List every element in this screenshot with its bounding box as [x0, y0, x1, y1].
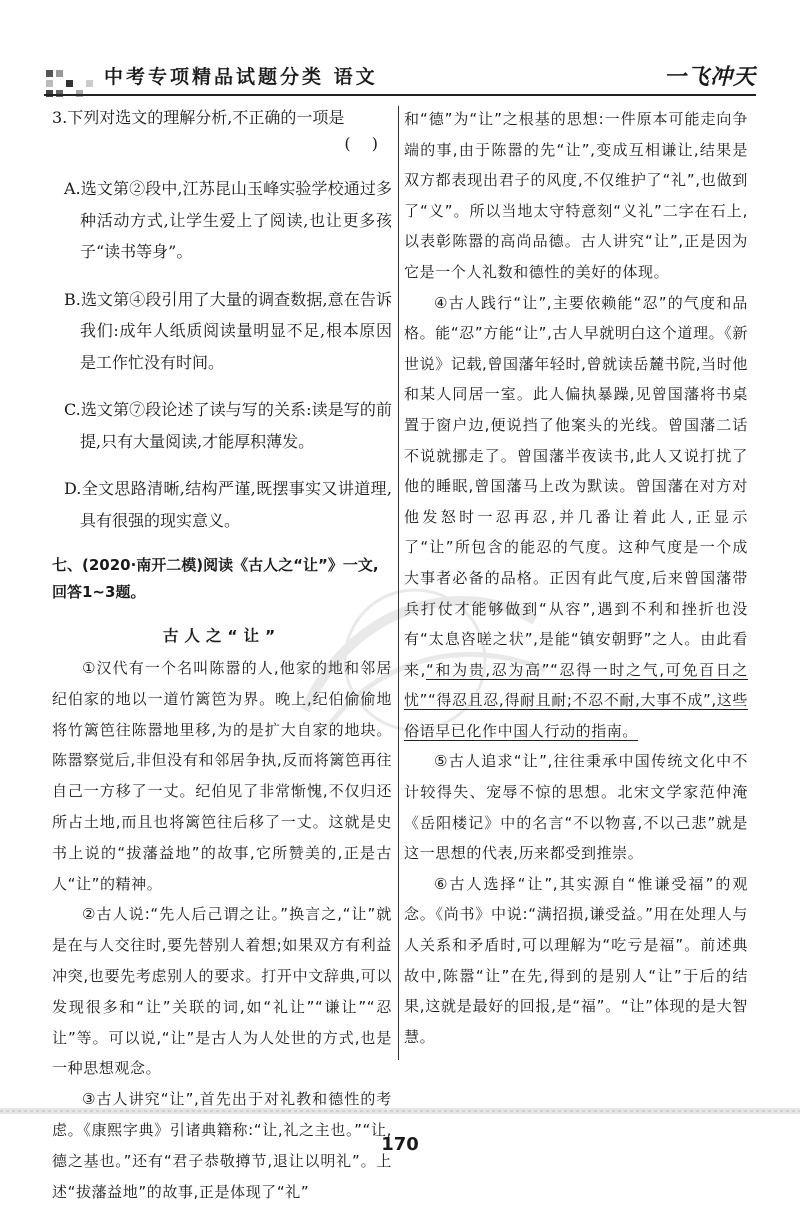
header-divider — [44, 94, 756, 96]
paragraph-3-continued: 和“德”为“让”之根基的思想:一件原本可能走向争端的事,由于陈嚣的先“让”,变成互相谦让,结果是双方都表现出君子的风度,不仅维护了“礼”,也做到了“义”。所以当地太守特意刻“义礼”二字在石上,以表彰陈嚣的高尚品德。古人讲究“让”,正是因为它是一个人礼数和德性的美好的体现。 — [404, 110, 748, 281]
brand-logo-text: 一飞冲天 — [663, 65, 756, 90]
paragraph-4-text: ④古人践行“让”,主要依赖能“忍”的气度和品格。能“忍”方能“让”,古人早就明白这个道理。《新世说》记载,曾国藩年轻时,曾就读岳麓书院,当时他和某人同居一室。此人偏执暴躁,见曾国藩将书桌置于窗户边,便说挡了他案头的光线。曾国藩二话不说就挪走了。曾国藩半夜读书,此人又说打扰了他的睡眠,曾国藩马上改为默读。曾国藩在对方对他发怒时一忍再忍,并几番让着此人,正显示了“让”所包含的能忍的气度。这种气度是一个成大事者必备的品格。正因有此气度,后来曾国藩带兵打仗才能够做到“从容”,遇到不利和挫折也没有“太息咨嗟之状”,是能“镇安朝野”之人。由此看来, — [404, 293, 748, 679]
option-b: B.选文第④段引用了大量的调查数据,意在告诉我们:成年人纸质阅读量明显不足,根本原因是工作忙没有时间。 — [64, 289, 392, 372]
option-d: D.全文思路清晰,结构严谨,既摆事实又讲道理,具有很强的现实意义。 — [64, 479, 392, 530]
paragraph-3: ③古人讲究“让”,首先出于对礼教和德性的考虑。《康熙字典》引诸典籍称:“让,礼之主也。”“让,德之基也。”还有“君子恭敬撙节,退让以明礼”。上述“拔藩益地”的故事,正是体现了“礼” — [52, 1090, 392, 1201]
underlined-sentence: “和为贵,忍为高”“忍得一时之气,可免百日之忧”“得忍且忍,得耐且耐;不忍不耐,大事不成”,这些俗语早已化作中国人行动的指南。 — [404, 660, 748, 740]
left-column — [52, 104, 392, 1207]
section-heading: 七、(2020·南开二模)阅读《古人之“让”》一文,回答1~3题。 — [52, 556, 379, 601]
paragraph-4 — [404, 288, 748, 747]
page-number: 170 — [381, 1134, 419, 1155]
option-c: C.选文第⑦段论述了读与写的关系:读是写的前提,只有大量阅读,才能厚积薄发。 — [64, 400, 392, 451]
article-title: 古人之“让” — [162, 627, 282, 645]
column-divider — [398, 106, 399, 1060]
paragraph-1: ①汉代有一个名叫陈嚣的人,他家的地和邻居纪伯家的地以一道竹篱笆为界。晚上,纪伯偷偷地将竹篱笆往陈嚣地里移,为的是扩大自家的地块。陈嚣察觉后,非但没有和邻居争执,反而将篱笆再往自己一方移了一丈。纪伯见了非常惭愧,不仅归还所占土地,而且也将篱笆往后移了一丈。这就是史书上说的“拔藩益地”的故事,它所赞美的,正是古人“让”的精神。 — [52, 659, 392, 893]
page-header — [0, 58, 800, 100]
paragraph-5: ⑤古人追求“让”,往往秉承中国传统文化中不计较得失、宠辱不惊的思想。北宋文学家范仲淹《岳阳楼记》中的名言“不以物喜,不以己悲”就是这一思想的代表,历来都受到推崇。 — [404, 752, 748, 863]
answer-parentheses: ( ) — [344, 134, 386, 153]
book-title: 中考专项精品试题分类 语文 — [104, 66, 378, 88]
paragraph-2: ②古人说:“先人后己谓之让。”换言之,“让”就是在与人交往时,要先替别人着想;如果双方有利益冲突,也要先考虑别人的要求。打开中文辞典,可以发现很多和“让”关联的词,如“礼让”“谦让”“忍让”等。可以说,“让”是古人为人处世的方式,也是一种思想观念。 — [52, 905, 392, 1078]
question-3-stem: 3.下列对选文的理解分析,不正确的一项是 — [52, 108, 345, 127]
right-column — [404, 104, 748, 1052]
footer-decorative-band — [0, 1104, 800, 1118]
paragraph-6: ⑥古人选择“让”,其实源自“惟谦受福”的观念。《尚书》中说:“满招损,谦受益。”用在处理人与人关系和矛盾时,可以理解为“吃亏是福”。前述典故中,陈嚣“让”在先,得到的是别人“让”于后的结果,这就是最好的回报,是“福”。“让”体现的是大智慧。 — [404, 874, 748, 1046]
option-a: A.选文第②段中,江苏昆山玉峰实验学校通过多种活动方式,让学生爱上了阅读,也让更多孩子“读书等身”。 — [64, 179, 392, 261]
